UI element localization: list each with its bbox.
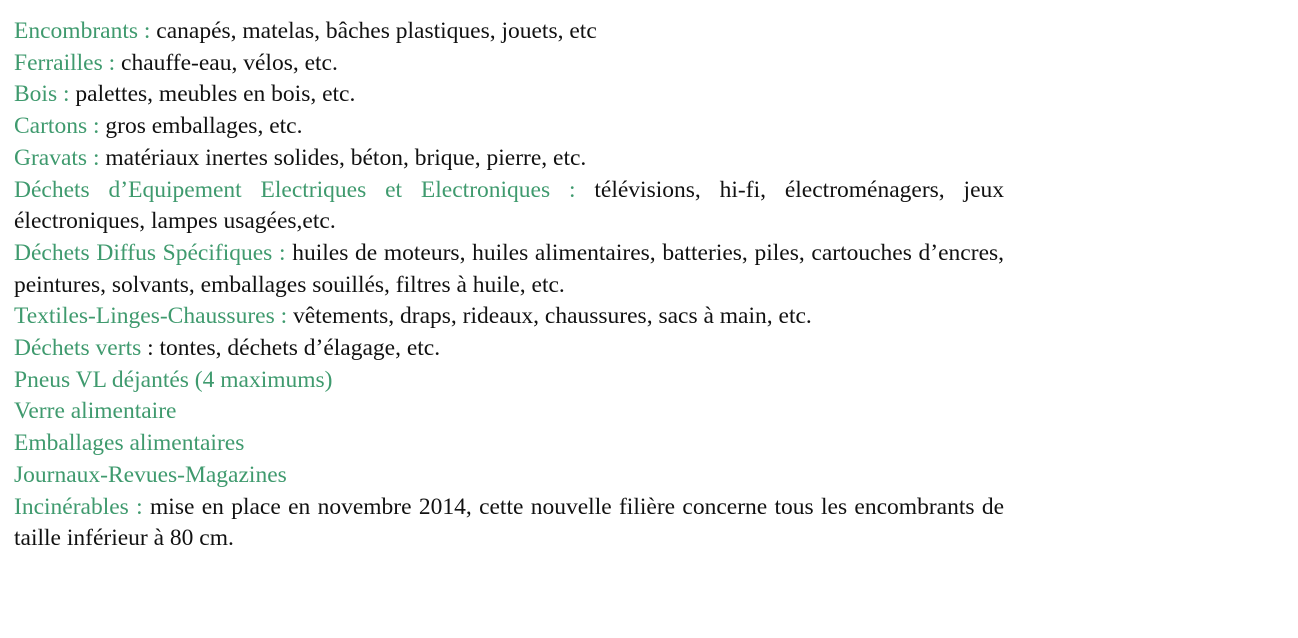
entry-description: télévisions, hi-fi, électroménagers, jeux électroniques, lampes usagées,etc.	[14, 176, 1005, 235]
entry-separator: :	[87, 144, 100, 171]
entry-description: chauffe-eau, vélos, etc.	[115, 49, 338, 76]
waste-categories-list	[14, 16, 1004, 555]
entry-description: canapés, matelas, bâches plastiques, jouets, etc	[150, 18, 597, 44]
entry-ferrailles	[14, 48, 1004, 80]
entry-separator: :	[87, 113, 100, 140]
entry-description: huiles de moteurs, huiles alimentaires, batteries, piles, cartouches d’encres, peintures, solvants, emballages souillés, filtres à huile, etc.	[14, 239, 1005, 298]
entry-term: Emballages alimentaires	[14, 430, 245, 457]
entry-term: Encombrants	[14, 18, 138, 44]
entry-separator: :	[128, 493, 143, 520]
entry-term: Textiles-Linges-Chaussures	[14, 303, 275, 330]
entry-bois	[14, 79, 1004, 111]
entry-term: Verre alimentaire	[14, 398, 177, 425]
entry-emballages	[14, 428, 1004, 460]
entry-journaux	[14, 460, 1004, 492]
entry-dds	[14, 238, 1004, 301]
entry-term: Gravats	[14, 144, 88, 171]
entry-deee	[14, 175, 1004, 238]
entry-description: palettes, meubles en bois, etc.	[69, 81, 356, 108]
entry-gravats	[14, 143, 1004, 175]
entry-textiles	[14, 301, 1004, 333]
entry-description: matériaux inertes solides, béton, brique, pierre, etc.	[99, 144, 587, 171]
entry-description: gros emballages, etc.	[99, 113, 303, 140]
entry-separator: :	[272, 239, 286, 266]
entry-term: Déchets Diffus Spécifiques	[14, 239, 273, 266]
entry-incinerables	[14, 492, 1004, 555]
entry-term: Déchets verts	[14, 335, 142, 362]
entry-separator: :	[550, 176, 576, 203]
entry-description: mise en place en novembre 2014, cette nouvelle filière concerne tous les encombrants de taille inférieur à 80 cm.	[14, 493, 1005, 552]
entry-cartons	[14, 111, 1004, 143]
entry-term: Pneus VL déjantés (4 maximums)	[14, 366, 333, 393]
entry-description: : tontes, déchets d’élagage, etc.	[141, 335, 441, 362]
entry-separator: :	[274, 303, 288, 330]
entry-separator: :	[138, 18, 151, 44]
entry-separator: :	[57, 81, 70, 108]
entry-dechets-verts	[14, 333, 1004, 365]
entry-pneus	[14, 365, 1004, 397]
entry-term: Déchets d’Equipement Electriques et Electroniques	[14, 176, 551, 203]
entry-term: Incinérables	[14, 493, 129, 520]
entry-encombrants	[14, 16, 1004, 48]
entry-term: Journaux-Revues-Magazines	[14, 461, 287, 488]
entry-separator: :	[102, 49, 116, 76]
entry-description: vêtements, draps, rideaux, chaussures, sacs à main, etc.	[287, 303, 812, 330]
entry-verre	[14, 396, 1004, 428]
entry-term: Bois	[14, 81, 58, 108]
entry-term: Cartons	[14, 113, 88, 140]
entry-term: Ferrailles	[14, 49, 103, 76]
